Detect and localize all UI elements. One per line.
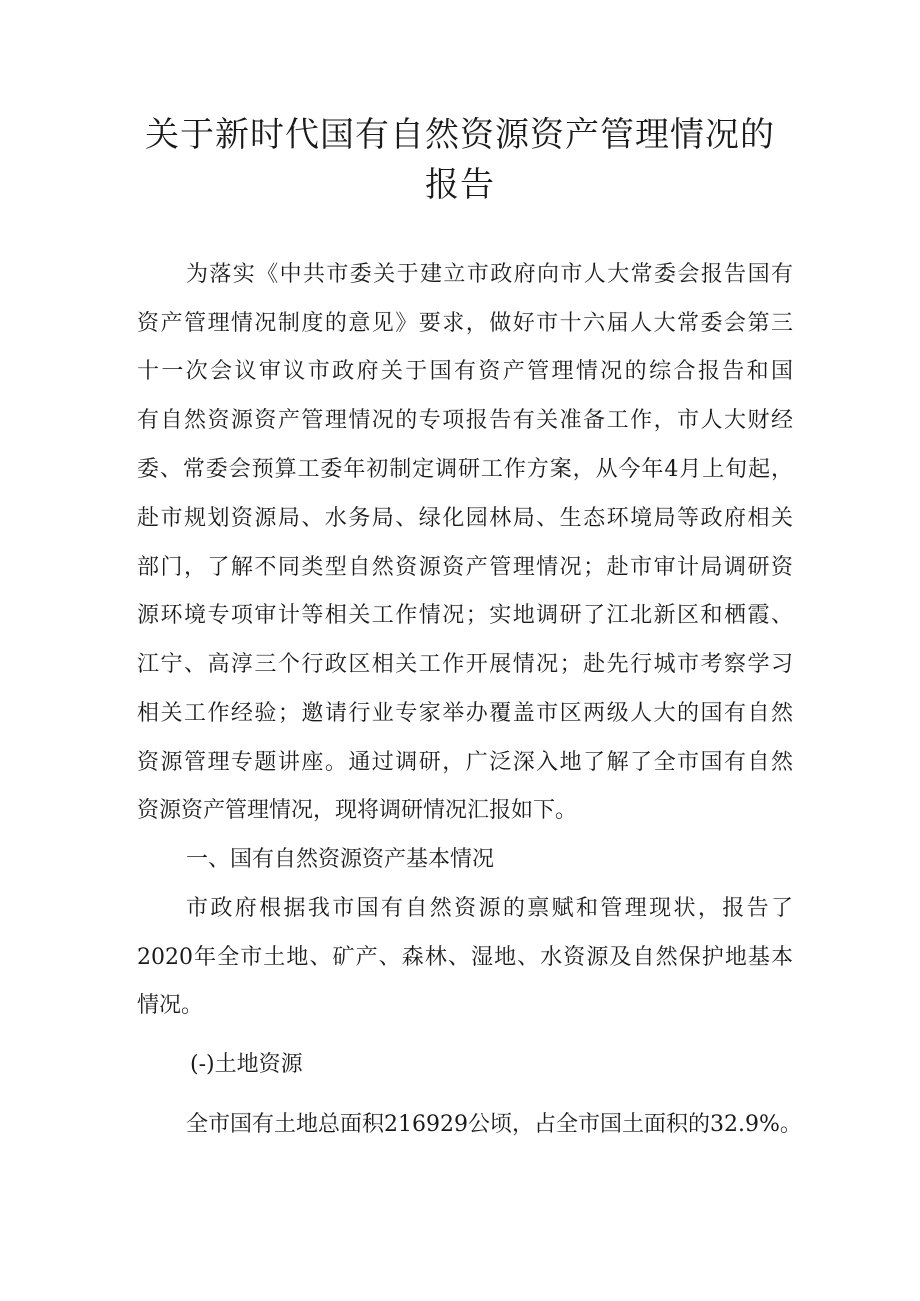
section-line-2: 2020年全市土地、矿产、森林、湿地、水资源及自然保护地基本 [137,945,793,970]
document-title-line-1: 关于新时代国有自然资源资产管理情况的 [145,115,775,155]
intro-line-2: 资产管理情况制度的意见》要求，做好市十六届人大常委会第三 [137,311,793,336]
subsection-text: 全市国有土地总面积216929公顷，占全市国土面积的32.9%。 [186,1112,802,1137]
intro-line-6: 赴市规划资源局、水务局、绿化园林局、生态环境局等政府相关 [137,506,793,531]
intro-line-10: 相关工作经验；邀请行业专家举办覆盖市区两级人大的国有自然 [137,701,793,726]
intro-line-3: 十一次会议审议市政府关于国有资产管理情况的综合报告和国 [137,359,793,384]
intro-line-8: 源环境专项审计等相关工作情况；实地调研了江北新区和栖霞、 [137,603,793,628]
intro-line-4: 有自然资源资产管理情况的专项报告有关准备工作，市人大财经 [137,408,793,433]
document-title-line-2: 报告 [425,165,495,205]
section-heading: 一、国有自然资源资产基本情况 [186,847,495,872]
section-line-3: 情况。 [137,993,204,1018]
intro-line-7: 部门，了解不同类型自然资源资产管理情况；赴市审计局调研资 [137,555,793,580]
intro-line-11: 资源管理专题讲座。通过调研，广泛深入地了解了全市国有自然 [137,750,793,775]
intro-line-1: 为落实《中共市委关于建立市政府向市人大常委会报告国有 [186,262,793,287]
subsection-heading: (-)土地资源 [190,1052,303,1077]
intro-line-5: 委、常委会预算工委年初制定调研工作方案，从今年4月上旬起， [137,457,793,482]
intro-line-9: 江宁、高淳三个行政区相关工作开展情况；赴先行城市考察学习 [137,652,793,677]
intro-line-12: 资源资产管理情况，现将调研情况汇报如下。 [137,798,578,823]
section-line-1: 市政府根据我市国有自然资源的禀赋和管理现状，报告了 [186,896,793,921]
